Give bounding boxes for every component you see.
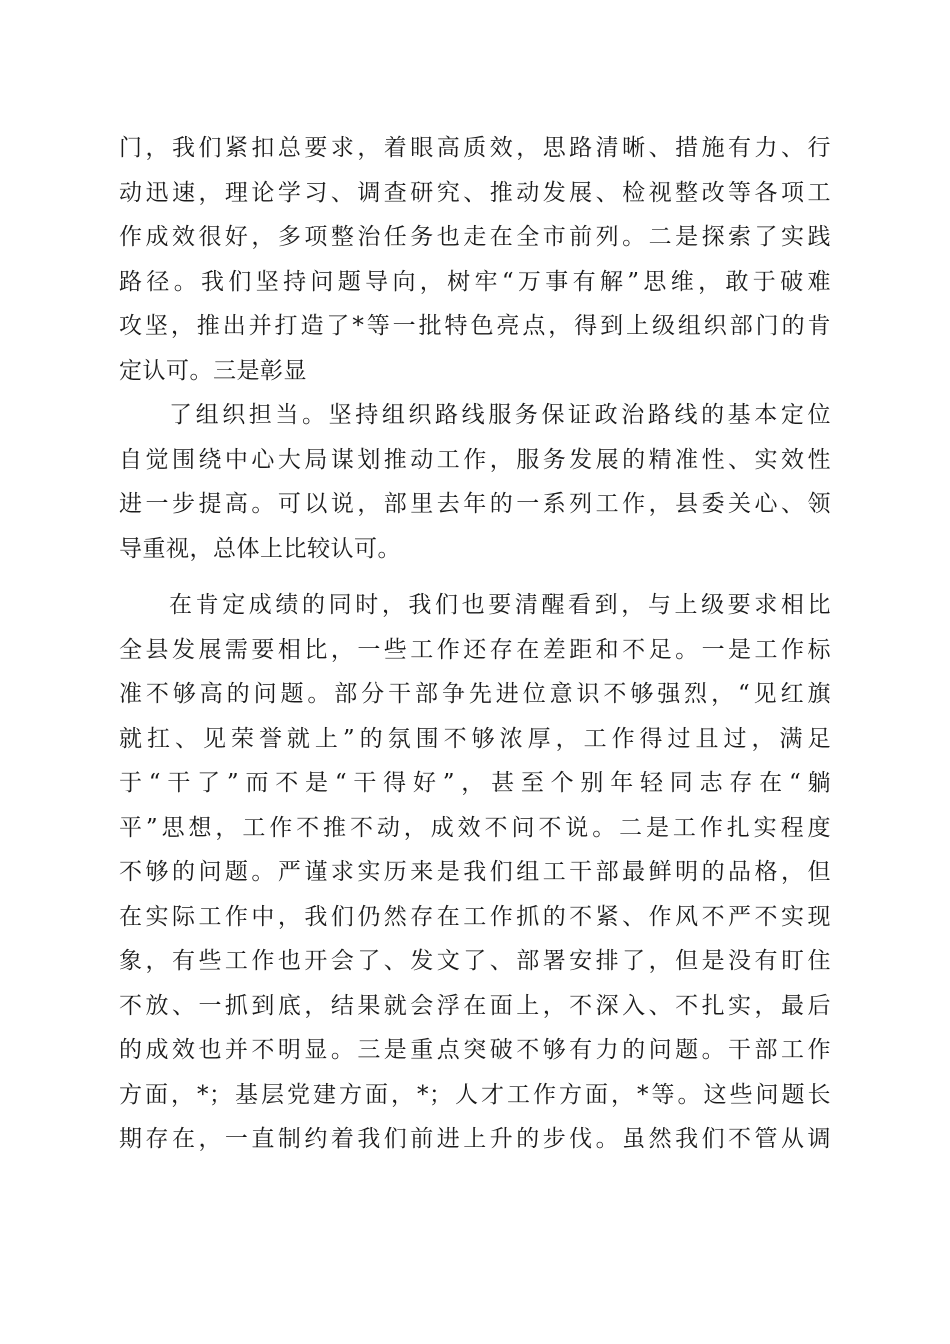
text-line: 准不够高的问题。部分干部争先进位意识不够强烈，“见红旗 (119, 681, 831, 707)
text-line: 的成效也并不明显。三是重点突破不够有力的问题。干部工作 (119, 1037, 831, 1063)
text-line: 定认可。三是彰显 (119, 357, 307, 384)
text-line: 在肯定成绩的同时，我们也要清醒看到，与上级要求相比 (169, 592, 831, 618)
text-line: 于“干了”而不是“干得好”，甚至个别年轻同志存在“躺 (119, 770, 831, 796)
text-line: 平”思想，工作不推不动，成效不问不说。二是工作扎实程度 (119, 814, 831, 841)
text-line: 期存在，一直制约着我们前进上升的步伐。虽然我们不管从调 (119, 1126, 831, 1152)
text-line: 进一步提高。可以说，部里去年的一系列工作，县委关心、领 (119, 491, 831, 517)
paragraph-2 (119, 393, 831, 571)
text-line: 就扛、见荣誉就上”的氛围不够浓厚，工作得过且过，满足 (119, 725, 831, 752)
paragraph-1 (119, 126, 831, 393)
text-line: 方面，*；基层党建方面，*；人才工作方面，*等。这些问题长 (119, 1081, 831, 1108)
document-body (119, 126, 831, 1162)
text-line: 作成效很好，多项整治任务也走在全市前列。二是探索了实践 (119, 224, 831, 250)
text-line: 不够的问题。严谨求实历来是我们组工干部最鲜明的品格，但 (119, 859, 831, 885)
text-line: 在实际工作中，我们仍然存在工作抓的不紧、作风不严不实现 (119, 903, 831, 930)
text-line: 象，有些工作也开会了、发文了、部署安排了，但是没有盯住 (119, 948, 831, 974)
text-line: 路径。我们坚持问题导向，树牢“万事有解”思维，敢于破难 (119, 268, 831, 295)
text-line: 攻坚，推出并打造了*等一批特色亮点，得到上级组织部门的肯 (119, 313, 831, 339)
text-line: 全县发展需要相比，一些工作还存在差距和不足。一是工作标 (119, 636, 831, 663)
text-line: 不放、一抓到底，结果就会浮在面上，不深入、不扎实，最后 (119, 992, 831, 1019)
text-line: 动迅速，理论学习、调查研究、推动发展、检视整改等各项工 (119, 179, 831, 206)
text-line: 门，我们紧扣总要求，着眼高质效，思路清晰、措施有力、行 (119, 135, 831, 161)
paragraph-3 (119, 583, 831, 1162)
text-line: 导重视，总体上比较认可。 (119, 535, 401, 562)
text-line: 了组织担当。坚持组织路线服务保证政治路线的基本定位 (169, 402, 831, 428)
text-line: 自觉围绕中心大局谋划推动工作，服务发展的精准性、实效性 (119, 446, 831, 473)
paragraph-spacer (119, 571, 831, 583)
